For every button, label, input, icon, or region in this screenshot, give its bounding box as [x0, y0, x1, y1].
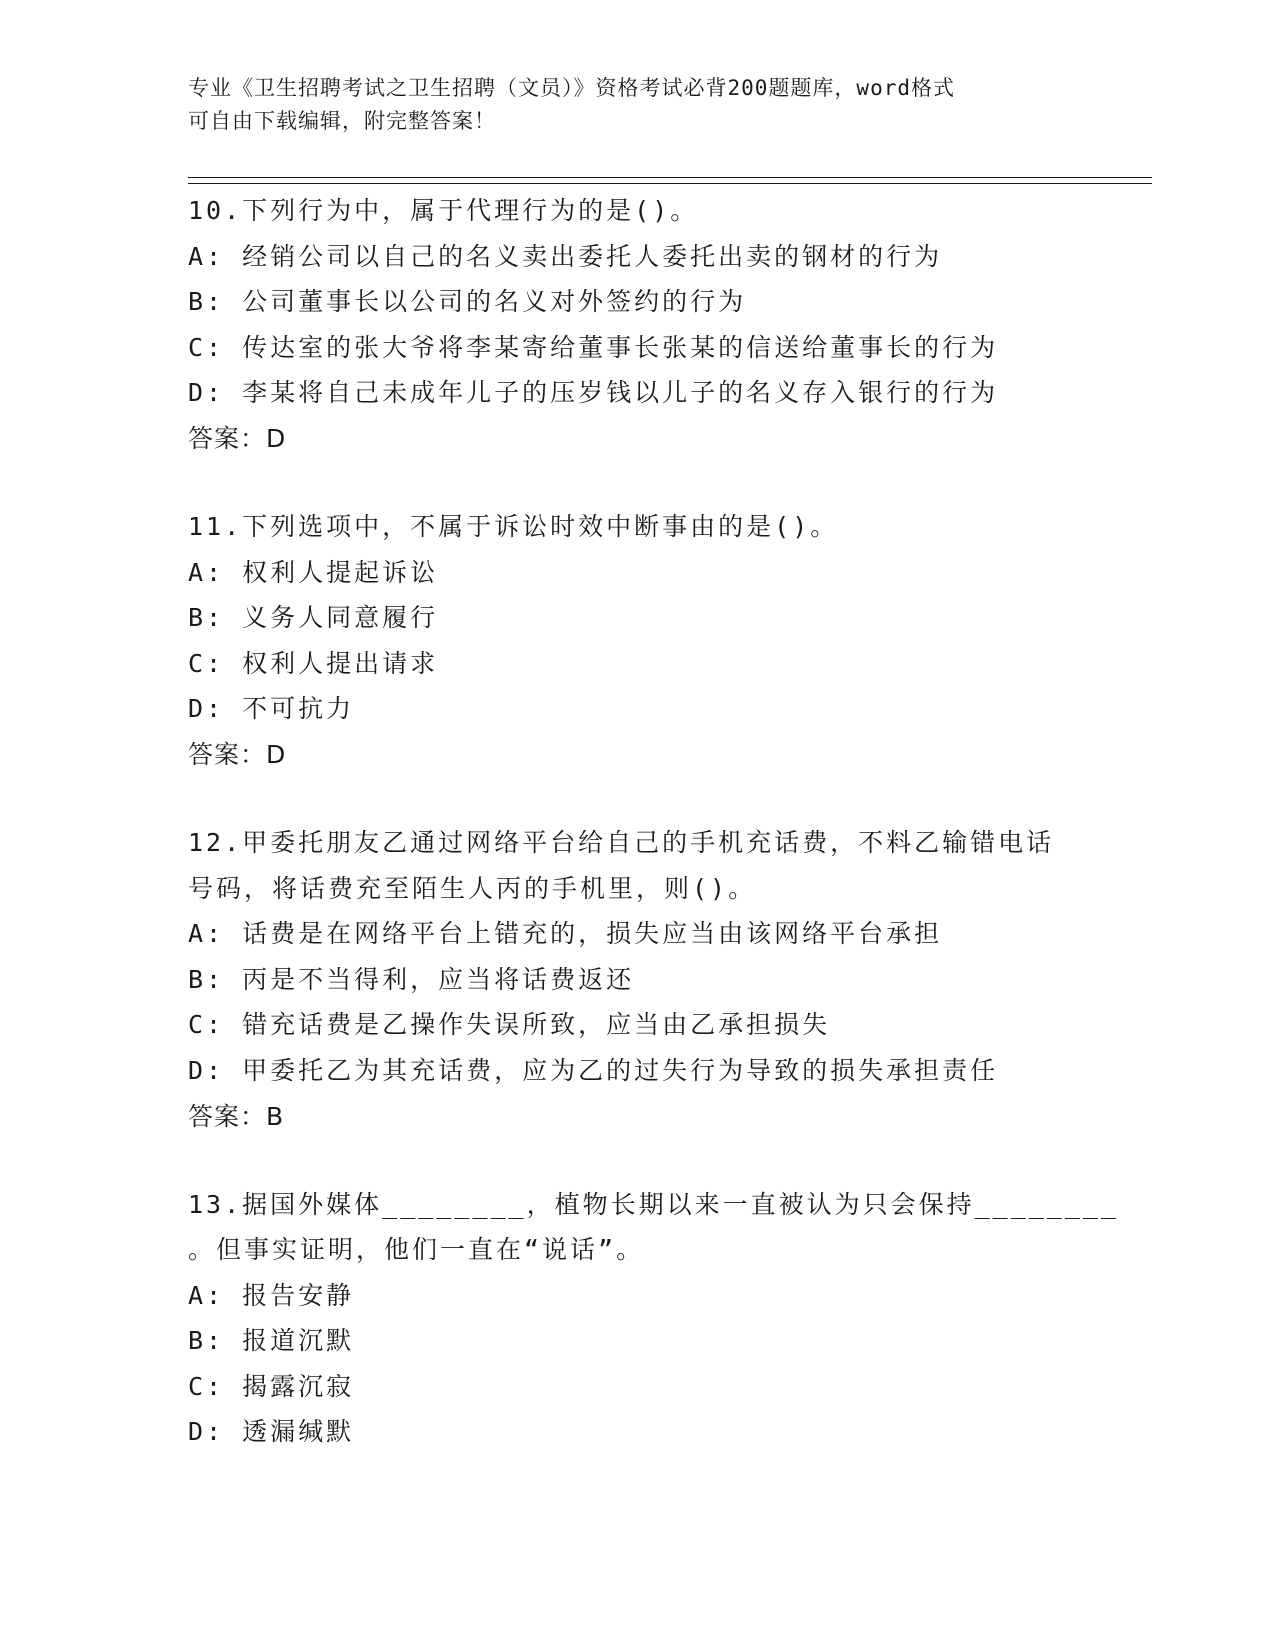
option-d: D: 李某将自己未成年儿子的压岁钱以儿子的名义存入银行的行为	[188, 378, 999, 408]
option-c: C: 错充话费是乙操作失误所致，应当由乙承担损失	[188, 1010, 831, 1040]
question-stem: 12.甲委托朋友乙通过网络平台给自己的手机充话费，不料乙输错电话	[188, 827, 1055, 857]
answer-line: 答案：D	[188, 739, 287, 769]
option-c: C: 传达室的张大爷将李某寄给董事长张某的信送给董事长的行为	[188, 332, 999, 362]
option-d: D: 甲委托乙为其充话费，应为乙的过失行为导致的损失承担责任	[188, 1055, 999, 1085]
question-12	[188, 820, 1128, 1140]
question-stem: 13.据国外媒体________，植物长期以来一直被认为只会保持________	[188, 1189, 1119, 1219]
question-13	[188, 1182, 1128, 1456]
option-d: D: 不可抗力	[188, 694, 355, 724]
question-list	[188, 188, 1128, 1497]
option-c: C: 权利人提出请求	[188, 648, 439, 678]
option-b: B: 丙是不当得利，应当将话费返还	[188, 964, 635, 994]
option-a: A: 报告安静	[188, 1280, 355, 1310]
option-c: C: 揭露沉寂	[188, 1371, 355, 1401]
option-b: B: 公司董事长以公司的名义对外签约的行为	[188, 287, 747, 317]
option-b: B: 报道沉默	[188, 1326, 355, 1356]
option-a: A: 话费是在网络平台上错充的，损失应当由该网络平台承担	[188, 919, 943, 949]
answer-line: 答案：B	[188, 1101, 285, 1131]
question-stem-continued: 号码，将话费充至陌生人丙的手机里，则()。	[188, 873, 757, 903]
question-stem-continued: 。但事实证明，他们一直在“说话”。	[188, 1235, 645, 1265]
header-line-2: 可自由下载编辑，附完整答案！	[188, 109, 496, 133]
header-line-1: 专业《卫生招聘考试之卫生招聘（文员）》资格考试必背200题题库，word格式	[188, 76, 955, 100]
question-10	[188, 188, 1128, 462]
option-d: D: 透漏缄默	[188, 1417, 355, 1447]
document-header	[188, 72, 1088, 138]
answer-line: 答案：D	[188, 423, 287, 453]
header-divider-top	[188, 177, 1152, 178]
question-stem: 11.下列选项中，不属于诉讼时效中断事由的是()。	[188, 511, 839, 541]
option-a: A: 权利人提起诉讼	[188, 557, 439, 587]
question-stem: 10.下列行为中，属于代理行为的是()。	[188, 196, 699, 225]
question-11	[188, 504, 1128, 778]
header-divider-bottom	[188, 183, 1152, 184]
option-a: A: 经销公司以自己的名义卖出委托人委托出卖的钢材的行为	[188, 241, 943, 271]
option-b: B: 义务人同意履行	[188, 603, 439, 633]
